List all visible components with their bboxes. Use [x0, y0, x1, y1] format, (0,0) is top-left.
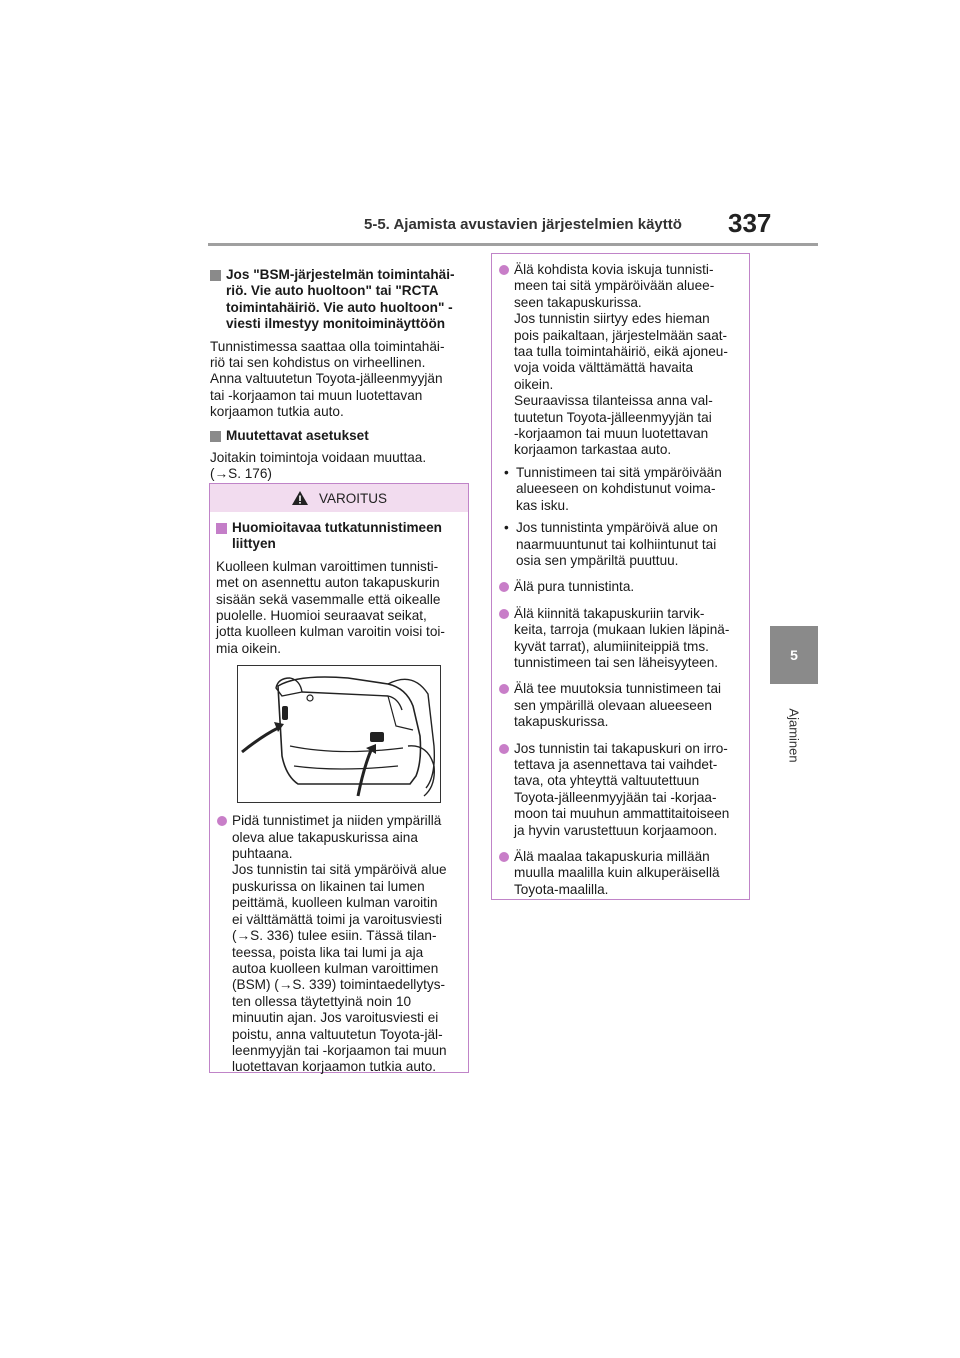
- warning-item-text: Älä kiinnitä takapuskuriin tarvik- keita, tarroja (mukaan lukien läpinä- kyvät tarrat), alumiiniteippiä tms. tunnistimeen tai sen läheisyyteen.: [514, 605, 730, 670]
- warning-title: VAROITUS: [318, 490, 387, 506]
- chapter-tab[interactable]: [770, 626, 818, 684]
- warning-item-text: Älä maalaa takapuskuria millään muulla maalilla kuin alkuperäisellä Toyota-maalilla.: [514, 849, 720, 897]
- warning-item-text: Jos tunnistin tai takapuskuri on irro- tettava ja asennettava tai vaihdet- tava, ota yhteyttä valtuutettuun Toyota-jälleenmyyjään tai -korjaa- moon tai muuhun ammattitaitoiseen ja hyvin varustettuun korjaamoon.: [514, 740, 730, 838]
- heading-settings-text: Muutettavat asetukset: [226, 427, 369, 443]
- header-divider: [208, 243, 818, 246]
- page-number: 337: [728, 208, 772, 238]
- chapter-label-wrap: [770, 690, 818, 780]
- heading-bsm-message: [210, 267, 466, 333]
- chapter-label: Ajaminen: [786, 707, 802, 763]
- warning-box: [209, 483, 469, 1073]
- sub-list-item: [498, 520, 743, 569]
- rear-bumper-illustration: [237, 665, 441, 803]
- warning-list-item: [498, 741, 743, 839]
- warning-subheading-text: Huomioitavaa tutkatunnistimeen liittyen: [232, 520, 442, 552]
- bullet-marker: •: [504, 520, 509, 536]
- paragraph-settings: Joitakin toimintoja voidaan muuttaa. (→S. 176): [210, 450, 427, 482]
- rear-bumper-sensor-icon: [238, 666, 440, 802]
- warning-item-text: Älä kohdista kovia iskuja tunnisti- meen tai sitä ympäröivään aluee- seen takapuskurissa. Jos tunnistin siirtyy edes hieman pois paikaltaan, järjestelmään saat- taa tulla toimintahäiriö, eikä ajoneu- voja voida välttämättä havaita oikein. Seuraavissa tilanteissa anna val- tuutetun Toyota-jälleenmyyjän tai -korjaamon tai muun luotettavan korjaamon tarkastaa auto.: [514, 262, 728, 458]
- warning-triangle-icon: [291, 490, 309, 506]
- warning-body: [210, 512, 468, 1076]
- warning-header: [210, 484, 468, 512]
- dot-bullet-icon: [499, 582, 509, 592]
- warning-box-continued: [491, 253, 750, 900]
- section-title: 5-5. Ajamista avustavien järjestelmien käyttö: [364, 216, 682, 233]
- warning-list-item: [498, 681, 743, 730]
- warning-list-item: [216, 813, 462, 1076]
- warning-subheading: [216, 520, 462, 553]
- dot-bullet-icon: [499, 265, 509, 275]
- warning-list-item: [498, 606, 743, 672]
- dot-bullet-icon: [499, 852, 509, 862]
- dot-bullet-icon: [499, 609, 509, 619]
- paragraph-malfunction: Tunnistimessa saattaa olla toimintahäi- riö tai sen kohdistus on virheellinen. Anna valtuutetun Toyota-jälleenmyyjän tai -korjaamon tai muun luotettavan korjaamon tutkia auto.: [210, 338, 445, 420]
- warning-intro: Kuolleen kulman varoittimen tunnisti- met on asennettu auton takapuskurin sisään sekä vasemmalle että oikealle puolelle. Huomioi seuraavat seikat, jotta kuolleen kulman varoitin voisi toi- mia oikein.: [216, 558, 445, 656]
- square-bullet-icon: [210, 270, 221, 281]
- warning-item-text: Pidä tunnistimet ja niiden ympärillä oleva alue takapuskurissa aina puhtaana. Jos tunnistin tai sitä ympäröivä alue puskurissa on likainen tai lumen peittämä, kuolleen kulman varoitin ei välttämättä toimi ja varoitusviesti (→S. 336) tulee esiin. Tässä tilan- teessa, poista lika tai lumi ja aja autoa kuolleen kulman varoittimen (BSM) (→S. 339) toimintaedellytys- ten ollessa täytettyinä noin 10 minuutin ajan. Jos varoitusviesti ei poistu, anna valtuutetun Toyota-jäl- leenmyyjän tai -korjaamon tai muun luotettavan korjaamon tutkia auto.: [232, 813, 447, 1075]
- sub-item-text: Jos tunnistinta ympäröivä alue on naarmuuntunut tai kolhiintunut tai osia sen ympäriltä puuttuu.: [516, 520, 718, 568]
- warning-item-text: Älä tee muutoksia tunnistimeen tai sen ympärillä olevaan alueeseen takapuskurissa.: [514, 681, 722, 730]
- left-column: [210, 267, 466, 490]
- dot-bullet-icon: [217, 816, 227, 826]
- warning-item-text: Älä pura tunnistinta.: [514, 579, 635, 595]
- dot-bullet-icon: [499, 684, 509, 694]
- sub-item-text: Tunnistimeen tai sitä ympäröivään alueeseen on kohdistunut voima- kas isku.: [516, 464, 722, 513]
- square-bullet-icon: [210, 431, 221, 442]
- sub-list-item: [498, 465, 743, 514]
- square-bullet-icon: [216, 523, 227, 534]
- warning-list-item: [498, 579, 743, 595]
- heading-settings: [210, 428, 466, 444]
- dot-bullet-icon: [499, 744, 509, 754]
- warning-list-item: [498, 262, 743, 459]
- bullet-marker: •: [504, 464, 509, 480]
- heading-bsm-text: Jos "BSM-järjestelmän toimintahäi- riö. Vie auto huoltoon" tai "RCTA toimintahäiriö. Vie auto huoltoon" - viesti ilmestyy monitoiminäyttöön: [226, 267, 455, 332]
- chapter-number: 5: [790, 647, 798, 663]
- warning-list-item: [498, 849, 743, 898]
